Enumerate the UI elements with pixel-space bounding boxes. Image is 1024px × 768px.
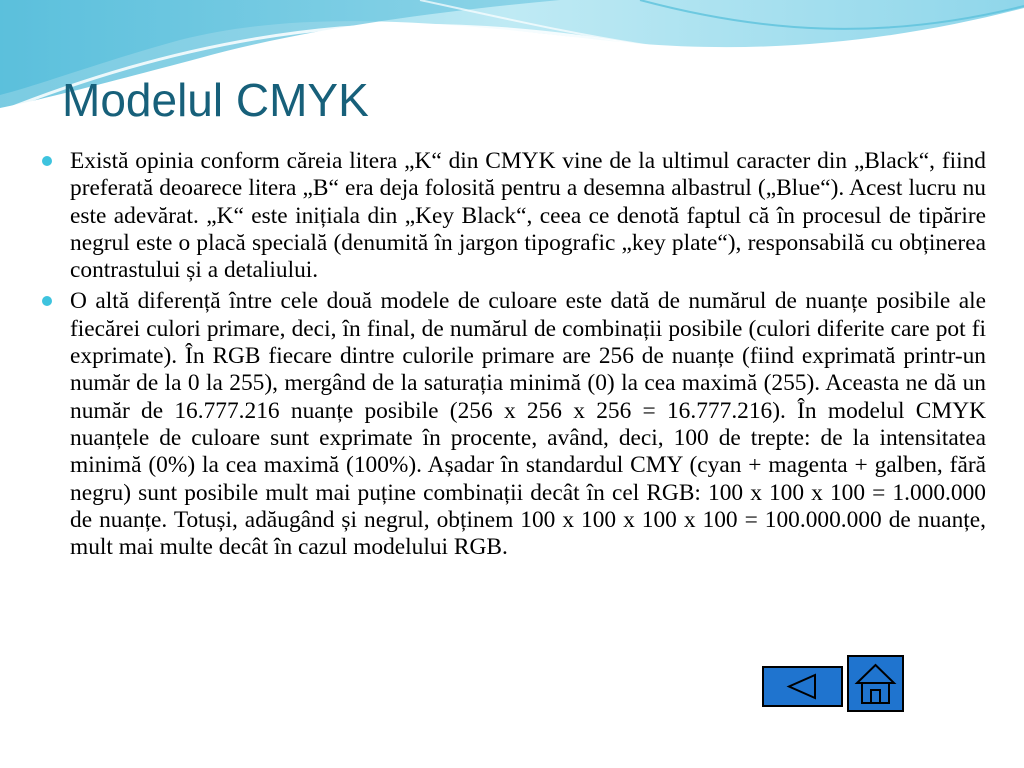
bullet-icon — [42, 296, 52, 306]
bullet-item — [42, 288, 986, 561]
bullet-icon — [42, 156, 52, 166]
bullet-item — [42, 148, 986, 284]
slide-title: Modelul CMYK — [62, 74, 369, 126]
back-button[interactable] — [762, 666, 843, 707]
home-button[interactable] — [847, 655, 904, 712]
bullet-list — [42, 148, 986, 565]
bullet-text: O altă diferență între cele două modele de culoare este dată de numărul de nuanțe posibile ale fiecărei culori primare, deci, în final, de numărul de combinații posibile (culori diferite care pot fi exprimate). În RGB fiecare dintre culorile primare are 256 de nuanțe (fiind exprimată printr-un număr de la 0 la 255), mergând de la saturația minimă (0) la cea maximă (255). Aceasta ne dă un număr de 16.777.216 nuanțe posibile (256 x 256 x 256 = 16.777.216). În modelul CMYK nuanțele de culoare sunt exprimate în procente, având, deci, 100 de trepte: de la intensitatea minimă (0%) la cea maximă (100%). Așadar în standardul CMY (cyan + magenta + galben, fără negru) sunt posibile mult mai puține combinații decât în cel RGB: 100 x 100 x 100 = 1.000.000 de nuanțe. Totuși, adăugând și negrul, obținem 100 x 100 x 100 x 100 = 100.000.000 de nuanțe, mult mai multe decât în cazul modelului RGB. — [70, 288, 986, 561]
bullet-text: Există opinia conform căreia litera „K“ din CMYK vine de la ultimul caracter din „Black“, fiind preferată deoarece litera „B“ era deja folosită pentru a desemna albastrul („Blue“). Acest lucru nu este adevărat. „K“ este inițiala din „Key Black“, ceea ce denotă faptul că în procesul de tipărire negrul este o placă specială (denumită în jargon tipografic „key plate“), responsabilă cu obținerea contrastului și a detaliului. — [70, 148, 986, 284]
triangle-left-icon — [764, 668, 841, 705]
house-icon — [849, 657, 902, 710]
